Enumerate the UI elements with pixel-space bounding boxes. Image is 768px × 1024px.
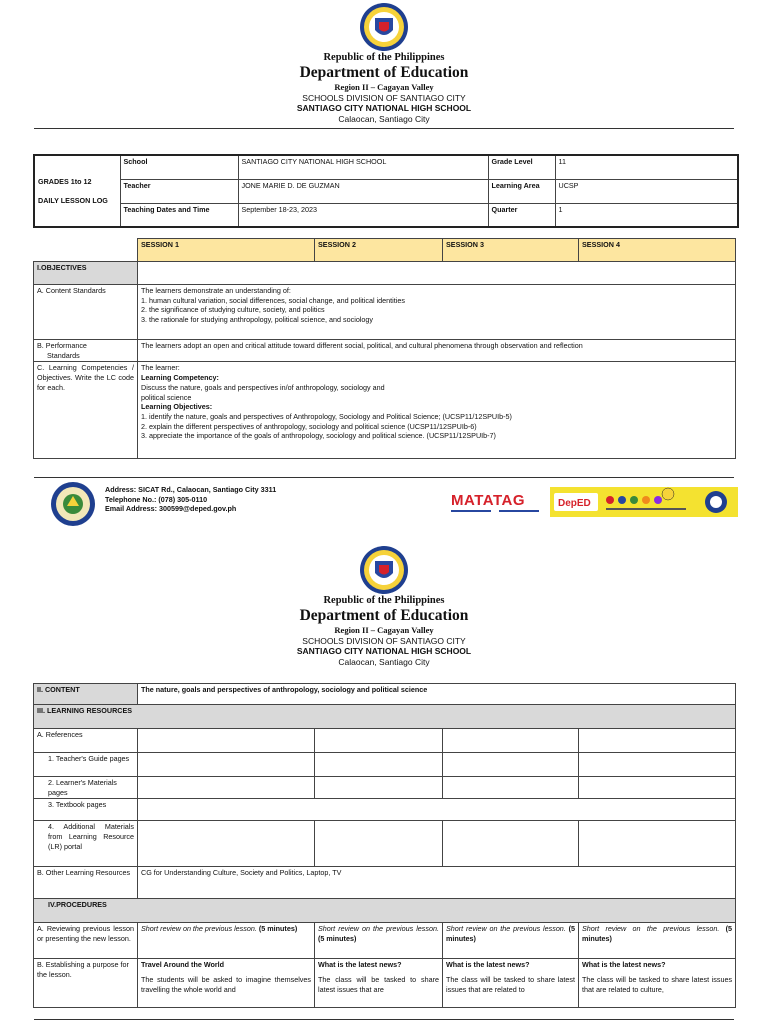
- purpose-title: What is the latest news?: [582, 960, 666, 970]
- department-title: Department of Education: [299, 64, 469, 81]
- content-standards-text: [138, 285, 736, 340]
- competency-heading: Learning Competency:: [141, 373, 219, 383]
- republic-line: Republic of the Philippines: [323, 52, 445, 63]
- grade-value: 11: [555, 155, 738, 179]
- dll-title-2: DAILY LESSON LOG: [38, 195, 108, 205]
- performance-standards-text: The learners adopt an open and critical attitude toward different social, political, and cultural phenomena through observation and reflection: [138, 340, 736, 362]
- school-value: SANTIAGO CITY NATIONAL HIGH SCHOOL: [238, 155, 488, 179]
- dll-title-cell: [34, 155, 120, 227]
- review-text: Short review on the previous lesson.: [141, 924, 257, 934]
- objective-line: 3. appreciate the importance of the goals of anthropology, sociology and political science. (UCSP11/12SPUIb-7): [141, 431, 496, 441]
- footer-phone-value: (078) 305-0110: [156, 494, 208, 504]
- content-standard-line: 2. the significance of studying culture, society, and politics: [141, 305, 325, 315]
- other-resources-value: CG for Understanding Culture, Society and Politics, Laptop, TV: [138, 867, 736, 899]
- objectives-heading: I.OBJECTIVES: [34, 262, 138, 285]
- teachers-guide-cell: [138, 753, 315, 777]
- region-line: Region II – Cagayan Valley: [334, 82, 434, 92]
- quarter-value: 1: [555, 203, 738, 227]
- review-session-3: [443, 923, 579, 959]
- matatag-tagline: [451, 509, 541, 514]
- purpose-session-4: [579, 959, 736, 1008]
- session-1-header: SESSION 1: [138, 239, 315, 262]
- deped-seal-page2: [359, 545, 409, 595]
- learners-materials-cell: [579, 777, 736, 799]
- dates-value: September 18-23, 2023: [238, 203, 488, 227]
- resources-heading: III. LEARNING RESOURCES: [34, 705, 736, 729]
- footer-address-label: Address:: [105, 485, 137, 494]
- teachers-guide-cell: [579, 753, 736, 777]
- procedures-heading: IV.PROCEDURES: [34, 899, 736, 923]
- purpose-text: The class will be tasked to share latest issues that are: [318, 975, 439, 994]
- department-title-2: Department of Education: [299, 607, 469, 624]
- session-2-header: SESSION 2: [315, 239, 443, 262]
- review-session-2: [315, 923, 443, 959]
- footer-email-value: 300599@deped.gov.ph: [157, 504, 237, 514]
- objectives-table: [33, 238, 736, 459]
- teacher-label: Teacher: [120, 179, 238, 203]
- address-line: Calaocan, Santiago City: [338, 114, 430, 124]
- purpose-text: The class will be tasked to share latest issues that are related to culture,: [582, 975, 733, 994]
- review-time: (5 minutes): [582, 924, 733, 944]
- purpose-title: What is the latest news?: [318, 960, 402, 970]
- purpose-label: B. Establishing a purpose for the lesson.: [34, 959, 138, 1008]
- teachers-guide-cell: [443, 753, 579, 777]
- republic-line-2: Republic of the Philippines: [323, 595, 445, 606]
- bottom-rule: [34, 1019, 734, 1020]
- grade-label: Grade Level: [488, 155, 555, 179]
- header-rule: [34, 128, 734, 129]
- dll-header-table: [33, 154, 739, 228]
- review-label: A. Reviewing previous lesson or presenting the new lesson.: [34, 923, 138, 959]
- footer-phone-label: Telephone No.:: [105, 494, 157, 504]
- content-label: II. CONTENT: [34, 684, 138, 705]
- division-line-2: SCHOOLS DIVISION OF SANTIAGO CITY: [302, 636, 466, 646]
- area-label: Learning Area: [488, 179, 555, 203]
- additional-materials-cell: [579, 821, 736, 867]
- references-cell: [315, 729, 443, 753]
- division-line: SCHOOLS DIVISION OF SANTIAGO CITY: [302, 93, 466, 103]
- objective-line: 1. identify the nature, goals and perspectives of Anthropology, Sociology and Political Science; (UCSP11/12SPUIb-5): [141, 412, 512, 422]
- content-standards-label: A. Content Standards: [34, 285, 138, 340]
- performance-label-2: Standards: [47, 350, 80, 360]
- teachers-guide-cell: [315, 753, 443, 777]
- content-standard-line: 1. human cultural variation, social differences, social change, and political identities: [141, 295, 405, 305]
- area-value: UCSP: [555, 179, 738, 203]
- performance-label-1: B. Performance: [37, 341, 87, 350]
- review-text: Short review on the previous lesson.: [582, 924, 720, 934]
- learners-materials-cell: [443, 777, 579, 799]
- quarter-label: Quarter: [488, 203, 555, 227]
- purpose-session-2: [315, 959, 443, 1008]
- competency-text-2: political science: [141, 392, 192, 402]
- learners-materials-cell: [315, 777, 443, 799]
- session-3-header: SESSION 3: [443, 239, 579, 262]
- competencies-text: [138, 362, 736, 459]
- review-time: (5 minutes): [446, 924, 575, 944]
- footer-rule: [34, 477, 734, 478]
- review-session-1: [138, 923, 315, 959]
- school-line-2: SANTIAGO CITY NATIONAL HIGH SCHOOL: [296, 646, 472, 656]
- competency-intro: The learner:: [141, 363, 180, 373]
- session-4-header: SESSION 4: [579, 239, 736, 262]
- blank-corner: [34, 239, 138, 262]
- references-cell: [443, 729, 579, 753]
- address-line-2: Calaocan, Santiago City: [338, 657, 430, 667]
- school-label: School: [120, 155, 238, 179]
- additional-materials-cell: [443, 821, 579, 867]
- additional-materials-cell: [138, 821, 315, 867]
- review-time: (5 minutes): [318, 934, 357, 944]
- review-time: (5 minutes): [256, 924, 298, 934]
- purpose-title: What is the latest news?: [446, 960, 530, 970]
- purpose-session-3: [443, 959, 579, 1008]
- performance-standards-label: [34, 340, 138, 362]
- review-text: Short review on the previous lesson.: [318, 924, 439, 934]
- school-seal-logo: [50, 481, 96, 527]
- objective-line: 2. explain the different perspectives of anthropology, sociology and political science (UCSP11/12SPUIb-6): [141, 421, 477, 431]
- purpose-session-1: [138, 959, 315, 1008]
- references-cell: [138, 729, 315, 753]
- matatag-logo: MATATAG: [451, 492, 526, 509]
- additional-materials-cell: [315, 821, 443, 867]
- content-standard-line: The learners demonstrate an understanding of:: [141, 286, 291, 295]
- svg-text:DepED: DepED: [558, 498, 591, 509]
- purpose-text: The students will be asked to imagine themselves travelling the whole world and: [141, 975, 311, 994]
- deped-seal-top: [359, 2, 409, 52]
- objectives-heading-inner: Learning Objectives:: [141, 402, 213, 412]
- competencies-label: C. Learning Competencies / Objectives. Write the LC code for each.: [34, 362, 138, 459]
- content-value: The nature, goals and perspectives of anthropology, sociology and political science: [138, 684, 736, 705]
- school-line: SANTIAGO CITY NATIONAL HIGH SCHOOL: [296, 103, 472, 113]
- additional-materials-label: 4. Additional Materials from Learning Resource (LR) portal: [34, 821, 138, 867]
- footer-address-value: SICAT Rd., Calaocan, Santiago City 3311: [136, 485, 277, 494]
- review-session-4: [579, 923, 736, 959]
- teachers-guide-label: 1. Teacher's Guide pages: [34, 753, 138, 777]
- teacher-value: JONE MARIE D. DE GUZMAN: [238, 179, 488, 203]
- references-label: A. References: [34, 729, 138, 753]
- footer-email-label: Email Address:: [105, 504, 158, 514]
- content-resources-table: [33, 683, 736, 1008]
- purpose-title: Travel Around the World: [141, 960, 225, 970]
- dates-label: Teaching Dates and Time: [120, 203, 238, 227]
- textbook-cell: [138, 799, 736, 821]
- references-cell: [579, 729, 736, 753]
- textbook-label: 3. Textbook pages: [34, 799, 138, 821]
- footer-contact: [105, 485, 276, 514]
- other-resources-label: B. Other Learning Resources: [34, 867, 138, 899]
- deped-project-watch-banner: [550, 487, 738, 517]
- dll-title-1: GRADES 1to 12: [38, 176, 92, 186]
- learners-materials-cell: [138, 777, 315, 799]
- objectives-heading-span: [138, 262, 736, 285]
- purpose-text: The class will be tasked to share latest issues that are related to: [446, 975, 575, 994]
- content-standard-line: 3. the rationale for studying anthropology, political science, and sociology: [141, 315, 374, 325]
- review-text: Short review on the previous lesson.: [446, 924, 566, 934]
- competency-text-1: Discuss the nature, goals and perspectives in/of anthropology, sociology and: [141, 382, 385, 392]
- region-line-2: Region II – Cagayan Valley: [334, 625, 434, 635]
- learners-materials-label: 2. Learner's Materials pages: [34, 777, 138, 799]
